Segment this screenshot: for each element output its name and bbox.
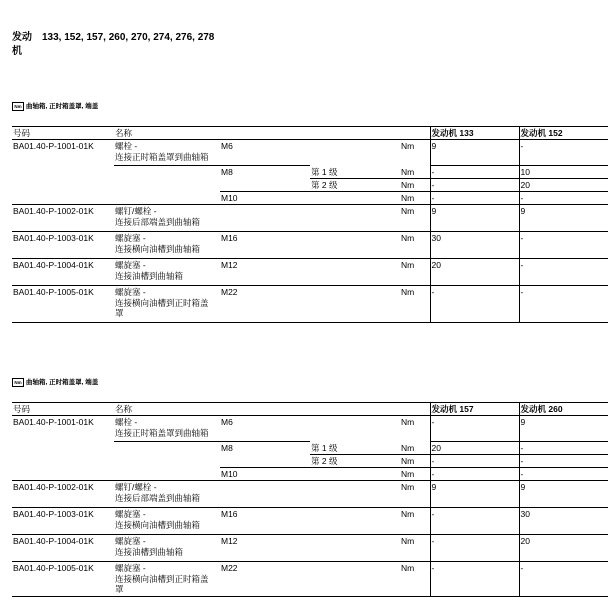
torque-value: 30: [519, 508, 608, 535]
part-code: BA01.40-P-1003-01K: [12, 508, 114, 535]
torque-value: -: [430, 535, 519, 562]
part-code: BA01.40-P-1002-01K: [12, 481, 114, 508]
table-row: [12, 140, 608, 166]
stage: 第 1 级: [310, 166, 400, 179]
torque-value: -: [430, 286, 519, 323]
part-name: 螺旋塞 -: [115, 233, 146, 243]
part-name: 螺栓 -: [115, 417, 138, 427]
stage: [310, 416, 400, 442]
engine-models: 133, 152, 157, 260, 270, 274, 276, 278: [42, 32, 215, 43]
part-desc-cont: 罩: [115, 308, 124, 318]
section-title: [12, 377, 98, 387]
stage: [310, 192, 400, 205]
torque-value: 9: [430, 140, 519, 166]
col-header-name: 名称: [114, 403, 430, 416]
part-code: BA01.40-P-1005-01K: [12, 286, 114, 323]
torque-value: -: [519, 286, 608, 323]
unit: Nm: [400, 562, 430, 597]
table-row: [12, 286, 608, 323]
engine-label: 发动机: [12, 32, 32, 57]
torque-icon: Nm: [12, 102, 24, 111]
col-header-name: 名称: [114, 127, 430, 140]
torque-value: -: [519, 259, 608, 286]
torque-value: -: [519, 140, 608, 166]
thread-size: M16: [220, 232, 310, 259]
torque-value: -: [430, 455, 519, 468]
unit: Nm: [400, 192, 430, 205]
unit: Nm: [400, 259, 430, 286]
torque-value: 20: [519, 535, 608, 562]
part-code: BA01.40-P-1003-01K: [12, 232, 114, 259]
part-desc: 连接油槽到曲轴箱: [115, 270, 184, 281]
thread-size: M16: [220, 508, 310, 535]
stage: 第 1 级: [310, 442, 400, 455]
part-code: BA01.40-P-1001-01K: [12, 140, 114, 205]
torque-value: 9: [430, 205, 519, 232]
torque-value: -: [519, 455, 608, 468]
unit: Nm: [400, 508, 430, 535]
torque-value: -: [430, 562, 519, 597]
thread-size: M10: [220, 192, 310, 205]
part-code: BA01.40-P-1004-01K: [12, 535, 114, 562]
part-desc: 连接横向油槽到正时箱盖: [115, 297, 209, 308]
thread-size: [220, 481, 310, 508]
torque-value: -: [519, 442, 608, 455]
table-row: [12, 562, 608, 597]
part-code: BA01.40-P-1005-01K: [12, 562, 114, 597]
part-desc: 连接后部端盖到曲轴箱: [115, 216, 201, 227]
torque-value: 10: [519, 166, 608, 179]
unit: Nm: [400, 455, 430, 468]
unit: Nm: [400, 205, 430, 232]
table-row: [12, 508, 608, 535]
torque-icon: Nm: [12, 378, 24, 387]
torque-value: 20: [519, 179, 608, 192]
table-row: [12, 232, 608, 259]
part-name: 螺旋塞 -: [115, 287, 146, 297]
part-desc: 连接横向油槽到曲轴箱: [115, 243, 201, 254]
table-row: [12, 259, 608, 286]
torque-value: -: [519, 562, 608, 597]
section-title-text: 曲轴箱, 正时箱盖罩, 端盖: [26, 103, 99, 110]
part-desc: 连接后部端盖到曲轴箱: [115, 492, 201, 503]
torque-value: 9: [430, 481, 519, 508]
thread-size: M22: [220, 562, 310, 597]
part-code: BA01.40-P-1001-01K: [12, 416, 114, 481]
thread-size: [220, 455, 310, 468]
torque-value: 9: [519, 205, 608, 232]
thread-size: [220, 205, 310, 232]
thread-size: M6: [220, 416, 310, 442]
torque-value: 30: [430, 232, 519, 259]
thread-size: M22: [220, 286, 310, 323]
table-row: [12, 205, 608, 232]
part-desc: 连接正时箱盖罩到曲轴箱: [115, 151, 209, 162]
unit: Nm: [400, 468, 430, 481]
part-code: BA01.40-P-1002-01K: [12, 205, 114, 232]
col-header-code: 号码: [12, 403, 114, 416]
thread-size: M12: [220, 535, 310, 562]
stage: [310, 140, 400, 166]
part-code: BA01.40-P-1004-01K: [12, 259, 114, 286]
part-desc-cont: 罩: [115, 584, 124, 594]
torque-value: -: [519, 468, 608, 481]
col-header-engine: 发动机 260: [519, 403, 608, 416]
torque-value: -: [430, 508, 519, 535]
torque-value: 20: [430, 442, 519, 455]
torque-value: -: [519, 232, 608, 259]
part-name: 螺旋塞 -: [115, 563, 146, 573]
part-desc: 连接正时箱盖罩到曲轴箱: [115, 427, 209, 438]
thread-size: M6: [220, 140, 310, 166]
thread-size: M12: [220, 259, 310, 286]
torque-value: -: [519, 192, 608, 205]
unit: Nm: [400, 166, 430, 179]
part-desc: 连接横向油槽到正时箱盖: [115, 573, 209, 584]
col-header-engine: 发动机 157: [430, 403, 519, 416]
table-row: [12, 416, 608, 442]
thread-size: M10: [220, 468, 310, 481]
part-name: 螺钉/螺栓 -: [115, 482, 157, 492]
part-desc: 连接油槽到曲轴箱: [115, 546, 184, 557]
part-name: 螺栓 -: [115, 141, 138, 151]
section-title-text: 曲轴箱, 正时箱盖罩, 端盖: [26, 379, 99, 386]
unit: Nm: [400, 481, 430, 508]
table-row: [12, 481, 608, 508]
section-title: [12, 101, 98, 111]
torque-value: 9: [519, 416, 608, 442]
torque-value: -: [430, 192, 519, 205]
col-header-code: 号码: [12, 127, 114, 140]
part-name: 螺旋塞 -: [115, 260, 146, 270]
unit: Nm: [400, 179, 430, 192]
unit: Nm: [400, 535, 430, 562]
torque-value: 20: [430, 259, 519, 286]
col-header-engine: 发动机 152: [519, 127, 608, 140]
unit: Nm: [401, 417, 415, 427]
torque-value: -: [430, 416, 519, 442]
table-row: [12, 535, 608, 562]
torque-value: 9: [519, 481, 608, 508]
torque-table: [12, 126, 608, 323]
part-name: 螺钉/螺栓 -: [115, 206, 157, 216]
torque-table: [12, 402, 608, 597]
torque-value: -: [430, 166, 519, 179]
unit: Nm: [400, 286, 430, 323]
part-desc: 连接横向油槽到曲轴箱: [115, 519, 201, 530]
part-name: 螺旋塞 -: [115, 536, 146, 546]
stage: [310, 468, 400, 481]
unit: Nm: [400, 442, 430, 455]
stage: 第 2 级: [310, 179, 400, 192]
part-name: 螺旋塞 -: [115, 509, 146, 519]
stage: 第 2 级: [310, 455, 400, 468]
unit: Nm: [401, 141, 415, 151]
col-header-engine: 发动机 133: [430, 127, 519, 140]
unit: Nm: [400, 232, 430, 259]
thread-size: [220, 179, 310, 192]
torque-value: -: [430, 179, 519, 192]
thread-size: M8: [221, 167, 233, 177]
thread-size: M8: [221, 443, 233, 453]
torque-value: -: [430, 468, 519, 481]
